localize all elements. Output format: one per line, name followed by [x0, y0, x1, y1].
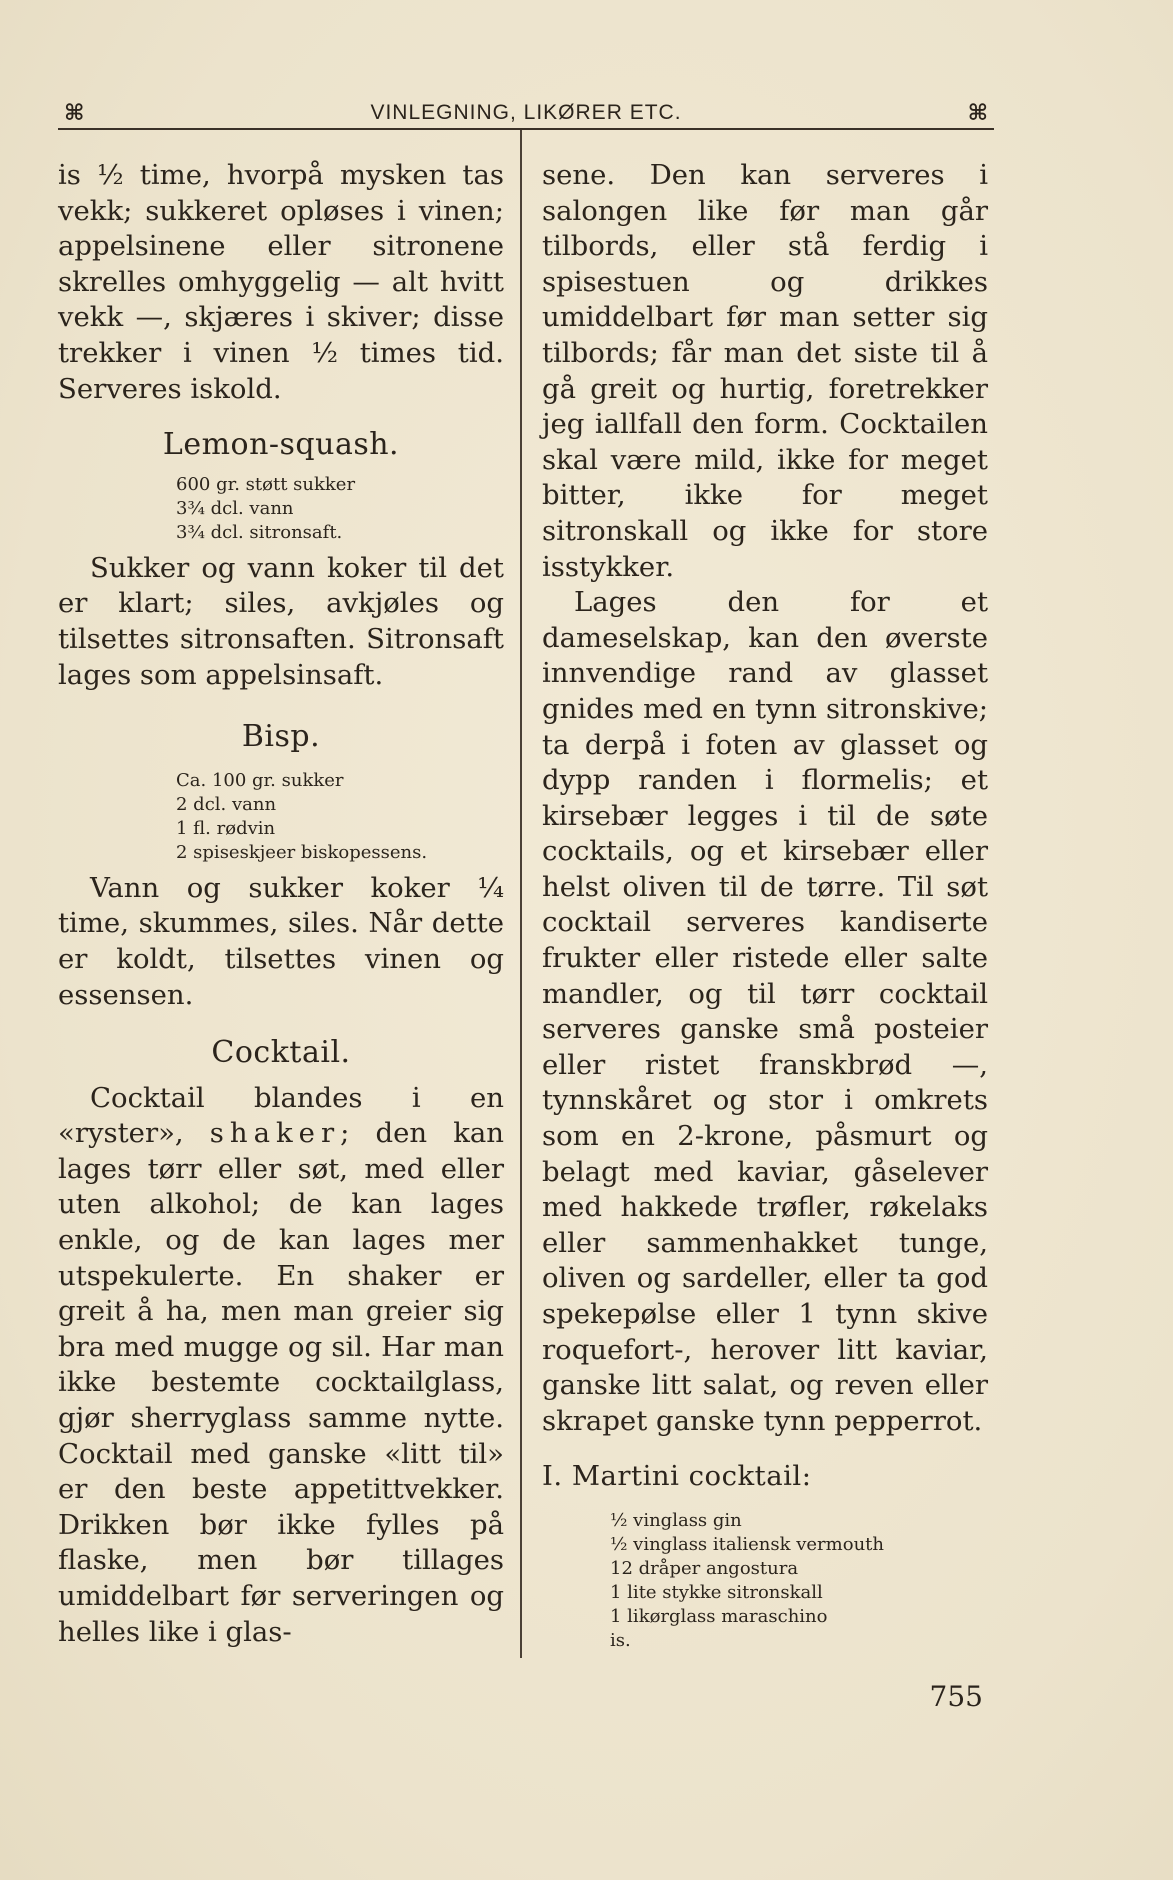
ingredient-item: is.	[610, 1629, 631, 1651]
running-head	[58, 94, 994, 130]
ingredient-item: 3¾ dcl. vann	[176, 497, 294, 519]
ingredient-item: 2 dcl. vann	[176, 793, 277, 815]
ingredient-item: 1 lite stykke sitronskall	[610, 1581, 823, 1603]
ingredient-item: ½ vinglass gin	[610, 1509, 742, 1531]
ingredient-item: ½ vinglass italiensk vermouth	[610, 1533, 884, 1555]
paragraph	[58, 1081, 504, 1651]
ingredient-item: 1 likørglass maraschino	[610, 1605, 828, 1627]
ingredient-list-martini	[542, 1509, 988, 1653]
column-divider	[520, 130, 522, 1658]
ornament-right-icon: ⌘	[967, 100, 988, 125]
ingredient-item: 2 spiseskjeer biskopessens.	[176, 841, 428, 863]
recipe-title-bisp: Bisp.	[241, 719, 321, 755]
ingredient-item: 12 dråper angostura	[610, 1557, 799, 1579]
page-number: 755	[929, 1680, 983, 1713]
running-title: VINLEGNING, LIKØRER ETC.	[370, 101, 682, 124]
ingredient-item: 1 fl. rødvin	[176, 817, 276, 839]
paragraph: Lages den for et dameselskap, kan den øverste innvendige rand av glasset gnides med en tynn sitronskive; ta derpå i foten av glasset og dypp randen i flormelis; et kirsebær legges i til de søte cocktails, og et kirsebær eller helst oliven til de tørre. Til søt cocktail serveres kandiserte frukter eller ristede eller salte mandler, og til tørr cocktail serveres ganske små posteier eller ristet franskbrød —, tynnskåret og stor i omkrets som en 2-krone, påsmurt og belagt med kaviar, gåselever med hakkede trøfler, røkelaks eller sammenhakket tunge, oliven og sardeller, eller ta god spekepølse eller 1 tynn skive roquefort-, herover litt kaviar, ganske litt salat, og reven eller skrapet ganske tynn pepperrot.	[542, 586, 988, 1437]
ingredient-item: 3¾ dcl. sitronsaft.	[176, 521, 343, 543]
ingredient-item: 600 gr. støtt sukker	[176, 473, 356, 495]
paragraph: sene. Den kan serveres i salongen like før man går tilbords, eller stå ferdig i spisestuen og drikkes umiddelbart før man setter sig tilbords; får man det siste til å gå greit og hurtig, foretrekker jeg iallfall den form. Cocktailen skal være mild, ikke for meget bitter, ikke for meget sitronskall og ikke for store isstykker.	[542, 159, 988, 583]
paragraph: Vann og sukker koker ¼ time, skummes, siles. Når dette er koldt, tilsettes vinen og essensen.	[58, 871, 504, 1011]
recipe-title-lemon-squash: Lemon-squash.	[162, 427, 400, 463]
recipe-title-cocktail: Cocktail.	[211, 1035, 351, 1071]
paragraph: is ½ time, hvorpå mysken tas vekk; sukkeret opløses i vinen; appelsinene eller sitronene skrelles omhyggelig — alt hvitt vekk —, skjæres i skiver; disse trekker i vinen ½ times tid. Serveres iskold.	[58, 159, 504, 405]
ingredient-list-bisp	[58, 769, 504, 865]
left-column	[58, 158, 504, 1650]
text-run: ; den kan lages tørr eller søt, med eller uten alkohol; de kan lages enkle, og de kan lages mer utspekulerte. En shaker er greit å ha, men man greier sig bra med mugge og sil. Har man ikke bestemte cocktailglass, gjør sherryglass samme nytte. Cocktail med ganske «litt til» er den beste appetittvekker. Drikken bør ikke fylles på flaske, men bør tillages umiddelbart før serveringen og helles like i glas-	[58, 1117, 504, 1648]
spaced-word: shaker	[209, 1117, 341, 1150]
ingredient-item: Ca. 100 gr. sukker	[176, 769, 344, 791]
ingredient-list-lemon-squash	[58, 473, 504, 545]
ornament-left-icon: ⌘	[64, 100, 85, 125]
recipe-title-martini: I. Martini cocktail:	[542, 1460, 812, 1493]
right-column	[542, 158, 988, 1659]
paragraph: Sukker og vann koker til det er klart; siles, avkjøles og tilsettes sitronsaften. Sitronsaft lages som appelsinsaft.	[58, 551, 504, 691]
text-run: Cocktail blandes i en «ryster»,	[58, 1081, 504, 1150]
